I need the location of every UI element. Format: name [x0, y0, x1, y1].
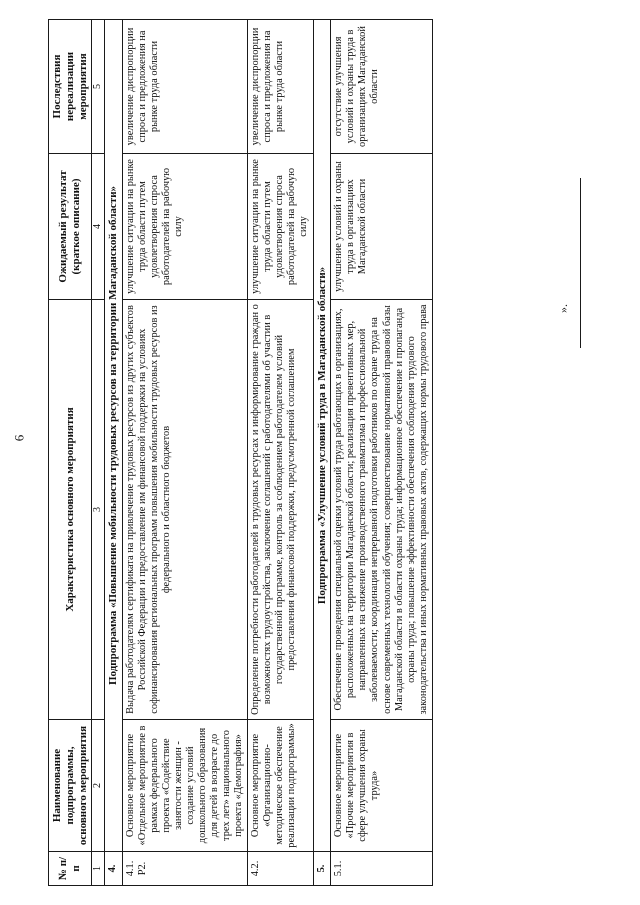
column-number: 1: [92, 852, 105, 886]
column-number: 5: [92, 20, 105, 154]
header-result: Ожидаемый результат (краткое описание): [49, 154, 92, 300]
column-number: 3: [92, 300, 105, 720]
section-number: 5.: [313, 852, 331, 886]
non-implementation-consequences: увеличение диспропорции спроса и предложения на рынке труда области: [248, 20, 313, 154]
row-number: 4.1. Р2.: [122, 852, 248, 886]
header-description: Характеристика основного мероприятия: [49, 300, 92, 720]
non-implementation-consequences: увеличение диспропорции спроса и предложения на рынке труда области: [122, 20, 248, 154]
non-implementation-consequences: отсутствие улучшения условий и охраны труда в организациях Магаданской области: [331, 20, 433, 154]
measure-name: Основное мероприятие «Прочие мероприятия в сфере улучшения охраны труда»: [331, 720, 433, 852]
table-row: [248, 20, 313, 886]
section-row: [313, 20, 331, 886]
underline-rule: [580, 178, 581, 348]
measure-description: Выдача работодателям сертификата на привлечение трудовых ресурсов из других субъектов Российской Федерации и предоставление им финансовой поддержки на условиях софинансирования региональных программ повышения мобильности трудовых ресурсов из федерального и областного бюджетов: [122, 300, 248, 720]
section-row: [104, 20, 122, 886]
rotated-page-content: [40, 18, 640, 888]
table-row: [331, 20, 433, 886]
measures-table: [48, 19, 433, 886]
column-number-row: [92, 20, 105, 886]
column-number: 4: [92, 154, 105, 300]
row-number: 5.1.: [331, 852, 433, 886]
closing-quote-mark: ».: [556, 304, 570, 313]
header-num: № п/п: [49, 852, 92, 886]
measure-description: Определение потребности работодателей в трудовых ресурсах и информирование граждан о возможностях трудоустройства, заключение соглашений с работодателями об участии в государственной программе, контроль за соблюдением работодателем условий предоставления финансовой поддержки, предусмотренной соглашением: [248, 300, 313, 720]
row-number: 4.2.: [248, 852, 313, 886]
expected-result: улучшение ситуации на рынке труда области путем удовлетворения спроса работодателей на рабочую силу: [248, 154, 313, 300]
measure-description: Обеспечение проведения специальной оценки условий труда работающих в организациях, расположенных на территории Магаданской области; реализация превентивных мер, направленных на снижение производственного травматизма и профессиональной заболеваемости; координация непрерывной подготовки работников по охране труда на основе современных технологий обучения; совершенствование нормативной правовой базы Магаданской области в области охраны труда; информационное обеспечение и пропаганда охраны труда; повышение эффективности обеспечения соблюдения трудового законодательства и иных нормативных правовых актов, содержащих нормы трудового права: [331, 300, 433, 720]
header-consequences: Последствия нереализации мероприятия: [49, 20, 92, 154]
header-name: Наименование подпрограммы, основного мероприятия: [49, 720, 92, 852]
expected-result: улучшение ситуации на рынке труда области путем удовлетворения спроса работодателей на рабочую силу: [122, 154, 248, 300]
section-number: 4.: [104, 852, 122, 886]
section-title: Подпрограмма «Повышение мобильности трудовых ресурсов на территории Магаданской области»: [104, 20, 122, 852]
section-title: Подпрограмма «Улучшение условий труда в Магаданской области»: [313, 20, 331, 852]
measure-name: Основное мероприятие «Отдельное мероприятие в рамках федерального проекта «Содействие занятости женщин - создание условий дошкольного образования для детей в возрасте до трех лет» национального проекта «Демография»: [122, 720, 248, 852]
measure-name: Основное мероприятие «Организационно-методическое обеспечение реализации подпрограммы»: [248, 720, 313, 852]
header-row: [49, 20, 92, 886]
column-number: 2: [92, 720, 105, 852]
expected-result: улучшение условий и охраны труда в организациях Магаданской области: [331, 154, 433, 300]
page-number: 6: [11, 434, 27, 442]
table-row: [122, 20, 248, 886]
